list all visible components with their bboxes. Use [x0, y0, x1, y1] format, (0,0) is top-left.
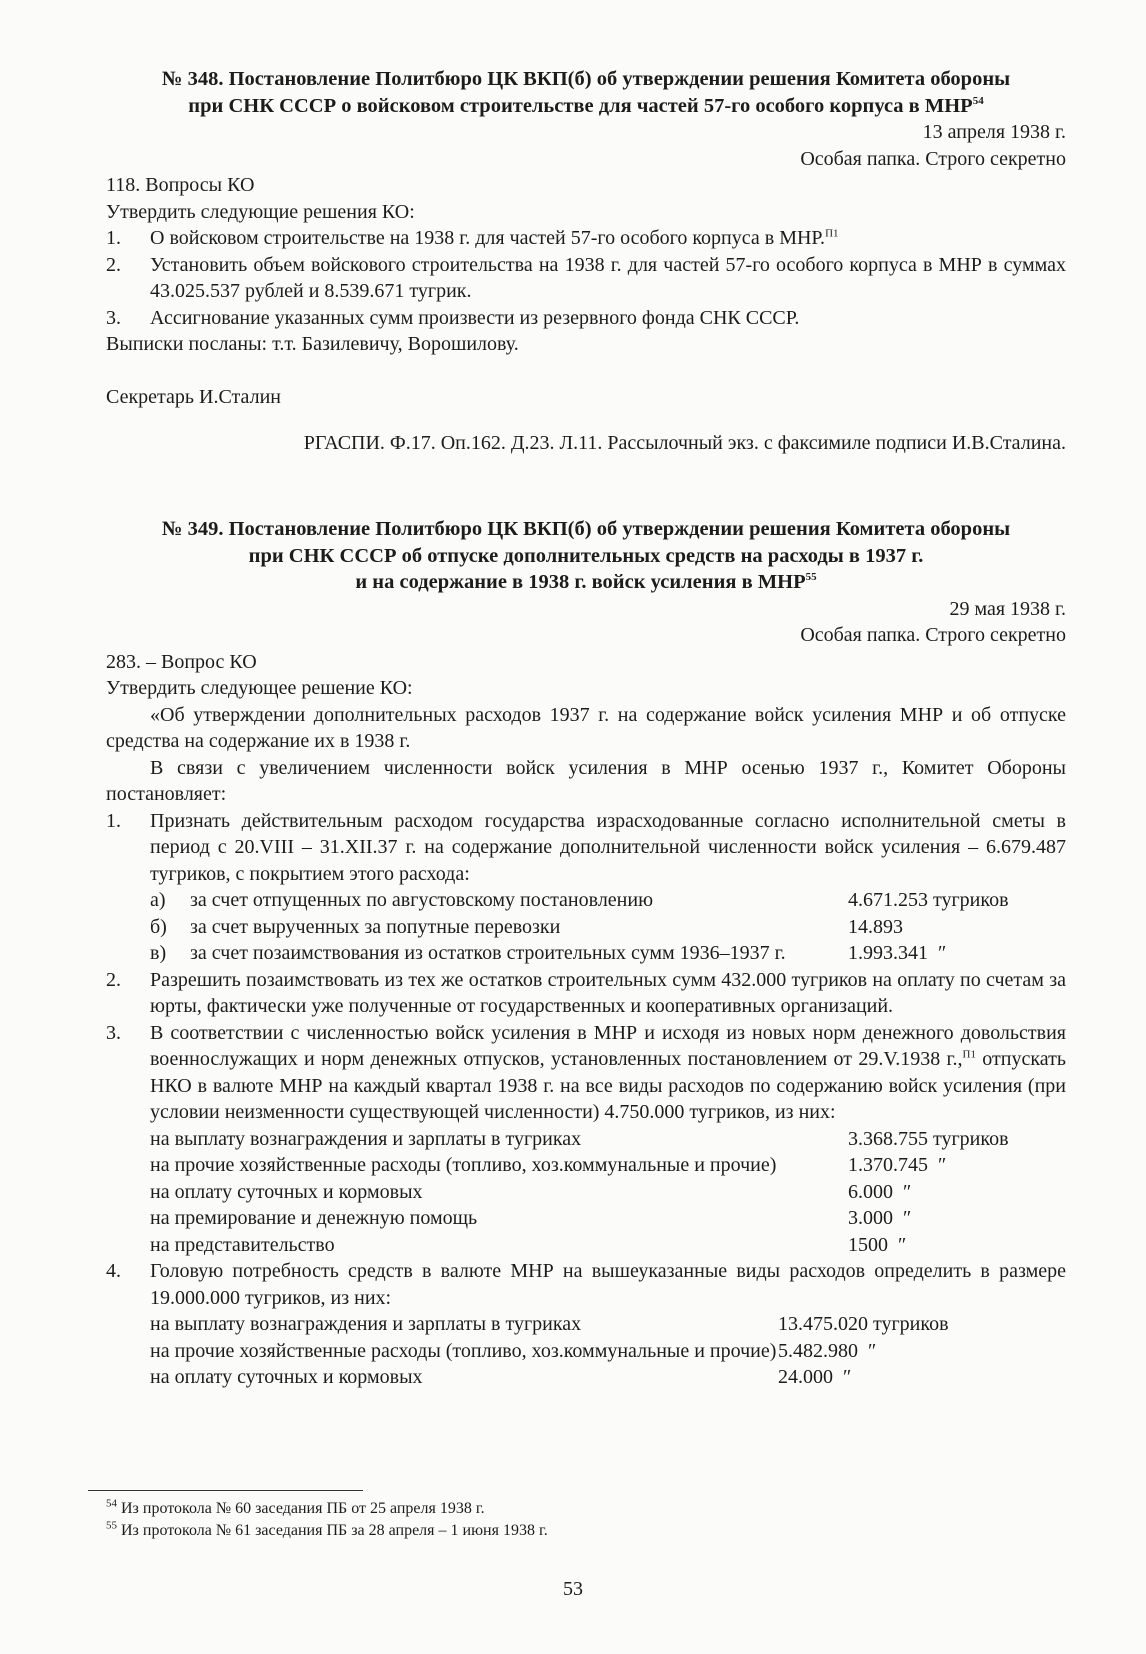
doc348-point: [106, 225, 1066, 252]
footnote-ref: П1: [825, 227, 839, 240]
point-text: В соответствии с численностью войск усиления в МНР и исходя из новых норм денежного довольствия военнослужащих и норм денежных отпусков, установленных постановлением от 29.V.1938 г.,: [150, 1021, 1066, 1070]
point-text: отпускать НКО в валюте МНР на каждый квартал 1938 г. на все виды расходов по содержанию войск усиления (при условии неизменности существующей численности) 4.750.000 тугриков, из них:: [150, 1048, 1066, 1123]
document-349: [106, 516, 1066, 1391]
point-number: 3.: [106, 1021, 121, 1044]
title-line: № 348. Постановление Политбюро ЦК ВКП(б) об утверждении решения Комитета обороны: [161, 68, 1011, 90]
doc349-point-3: [106, 1020, 1066, 1126]
doc348-date: 13 апреля 1938 г.: [922, 121, 1066, 143]
title-line: и на содержание в 1938 г. войск усиления в МНР: [355, 571, 806, 593]
expense-label: на выплату вознаграждения и зарплаты в тугриках: [150, 1313, 582, 1335]
doc349-point-1: [106, 808, 1066, 888]
expense-label: на прочие хозяйственные расходы (топливо, хоз.коммунальные и прочие): [150, 1154, 777, 1176]
sub-amount: 4.671.253 тугриков: [848, 889, 1009, 911]
title-line: при СНК СССР о войсковом строительстве для частей 57-го особого корпуса в МНР: [188, 94, 973, 117]
expense-row: [106, 1179, 1066, 1206]
page-number: 53: [563, 1578, 583, 1600]
sub-item: [106, 914, 1066, 941]
expense-amount: 24.000 ″: [778, 1366, 852, 1388]
doc349-point-2: [106, 967, 1066, 1020]
expense-label: на выплату вознаграждения и зарплаты в тугриках: [150, 1127, 582, 1150]
point-text: Разрешить позаимствовать из тех же остатков строительных сумм 432.000 тугриков на оплату по счетам за юрты, фактически уже полученные от государственных и кооперативных организаций.: [150, 968, 1066, 1017]
expense-label: на оплату суточных и кормовых: [150, 1366, 423, 1388]
sub-item: [106, 940, 1066, 967]
point-number: 3.: [106, 306, 121, 329]
expense-amount: 13.475.020 тугриков: [778, 1313, 949, 1335]
title-line: № 349. Постановление Политбюро ЦК ВКП(б) об утверждении решения Комитета обороны: [161, 518, 1011, 540]
footnotes: [106, 1498, 1066, 1542]
expense-row: [106, 1152, 1066, 1179]
doc348-point: [106, 252, 1066, 305]
doc349-preamble: В связи с увеличением численности войск усиления в МНР осенью 1937 г., Комитет Обороны постановляет:: [106, 756, 1066, 805]
doc348-archive: РГАСПИ. Ф.17. Оп.162. Д.23. Л.11. Рассылочный экз. с факсимиле подписи И.В.Сталина.: [303, 432, 1066, 454]
sub-text: за счет вырученных за попутные перевозки: [190, 915, 561, 938]
expense-amount: 1500 ″: [848, 1233, 907, 1256]
footnote: [106, 1498, 1066, 1520]
expense-amount: 1.370.745 ″: [848, 1154, 947, 1176]
doc348-item: 118. Вопросы КО: [106, 174, 255, 196]
footnote-divider: [88, 1490, 363, 1491]
doc348-point: [106, 305, 1066, 332]
expense-amount: 5.482.980 ″: [778, 1339, 877, 1362]
doc349-quote: «Об утверждении дополнительных расходов 1937 г. на содержание войск усиления МНР и об отпуске средства на содержание их в 1938 г.: [106, 703, 1066, 752]
expense-label: на представительство: [150, 1233, 335, 1256]
sub-item: [106, 887, 1066, 914]
footnote-text: Из протокола № 61 заседания ПБ за 28 апреля – 1 июня 1938 г.: [121, 1522, 548, 1539]
doc349-point-4: [106, 1258, 1066, 1311]
document-348: [106, 66, 1066, 457]
doc348-sent: Выписки посланы: т.т. Базилевичу, Ворошилову.: [106, 333, 519, 355]
doc348-signature: Секретарь И.Сталин: [106, 385, 281, 408]
expense-row: [106, 1364, 1066, 1391]
doc348-secrecy: Особая папка. Строго секретно: [800, 147, 1066, 170]
sub-letter: а): [150, 889, 166, 911]
expense-row: [106, 1311, 1066, 1338]
doc349-title: [106, 516, 1066, 596]
point-number: 2.: [106, 253, 121, 276]
doc348-intro: Утвердить следующие решения КО:: [106, 200, 415, 223]
expense-amount: 3.368.755 тугриков: [848, 1127, 1009, 1150]
point-text: О войсковом строительстве на 1938 г. для частей 57-го особого корпуса в МНР.: [150, 227, 826, 249]
point-text: Ассигнование указанных сумм произвести из резервного фонда СНК СССР.: [150, 306, 800, 329]
sub-amount: 1.993.341 ″: [848, 942, 947, 964]
title-line: при СНК СССР об отпуске дополнительных средств на расходы в 1937 г.: [248, 544, 924, 567]
sub-letter: в): [150, 942, 167, 964]
doc349-intro: Утвердить следующее решение КО:: [106, 677, 413, 699]
sub-letter: б): [150, 915, 167, 938]
sub-amount: 14.893: [848, 915, 903, 938]
footnote-number: 54: [106, 1497, 117, 1510]
doc348-title: [106, 66, 1066, 119]
point-number: 1.: [106, 809, 121, 832]
doc349-secrecy: Особая папка. Строго секретно: [800, 624, 1066, 646]
point-number: 4.: [106, 1260, 121, 1282]
expense-label: на оплату суточных и кормовых: [150, 1180, 423, 1203]
expense-row: [106, 1338, 1066, 1365]
point-text: Признать действительным расходом государства израсходованные согласно исполнительной сметы в период с 20.VIII – 31.XII.37 г. на содержание дополнительной численности войск усиления – 6.679.487 тугриков, с покрытием этого расхода:: [150, 809, 1066, 885]
expense-row: [106, 1126, 1066, 1153]
expense-amount: 3.000 ″: [848, 1207, 912, 1229]
sub-text: за счет позаимствования из остатков строительных сумм 1936–1937 г.: [190, 942, 786, 964]
footnote: [106, 1520, 1066, 1542]
sub-text: за счет отпущенных по августовскому постановлению: [190, 889, 654, 911]
point-number: 1.: [106, 227, 121, 249]
footnote-text: Из протокола № 60 заседания ПБ от 25 апреля 1938 г.: [121, 1500, 485, 1517]
point-text: Установить объем войскового строительства на 1938 г. для частей 57-го особого корпуса в МНР в суммах 43.025.537 рублей и 8.539.671 тугрик.: [150, 253, 1066, 302]
point-number: 2.: [106, 968, 121, 991]
footnote-ref: 55: [805, 571, 817, 584]
point-text: Головую потребность средств в валюте МНР на вышеуказанные виды расходов определить в размере 19.000.000 тугриков, из них:: [150, 1260, 1066, 1309]
expense-row: [106, 1232, 1066, 1259]
footnote-ref: 54: [972, 94, 984, 107]
expense-row: [106, 1205, 1066, 1232]
doc349-date: 29 мая 1938 г.: [949, 597, 1066, 620]
doc349-item: 283. – Вопрос КО: [106, 650, 257, 673]
footnote-ref: П1: [962, 1048, 976, 1061]
footnote-number: 55: [106, 1519, 117, 1532]
expense-amount: 6.000 ″: [848, 1180, 912, 1203]
expense-label: на премирование и денежную помощь: [150, 1207, 478, 1229]
expense-label: на прочие хозяйственные расходы (топливо, хоз.коммунальные и прочие): [150, 1339, 777, 1362]
